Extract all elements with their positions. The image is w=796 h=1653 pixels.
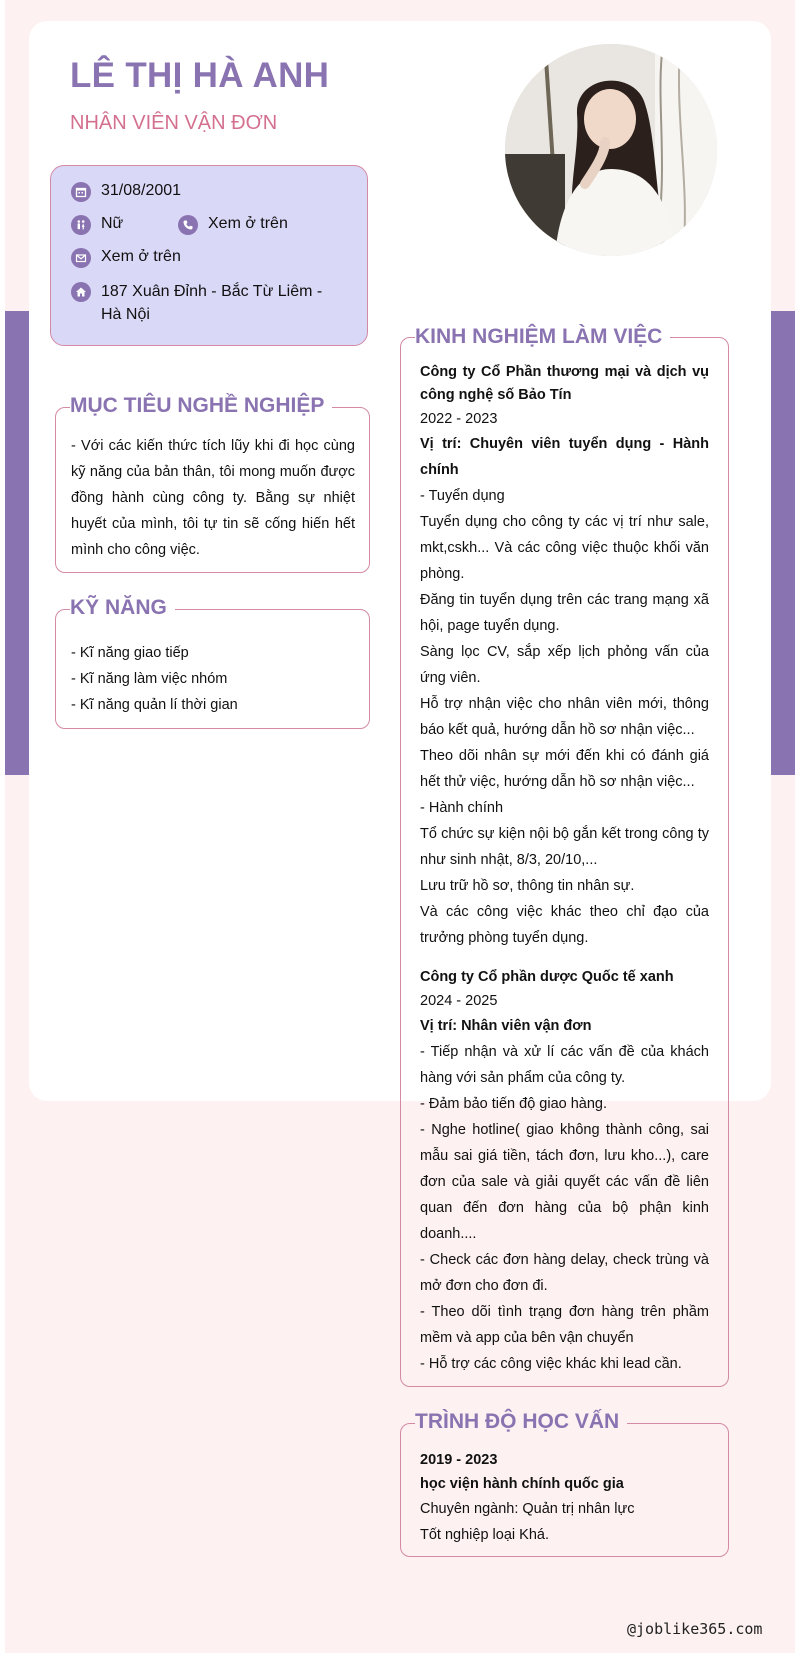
skill-item: - Kĩ năng giao tiếp — [71, 645, 189, 661]
home-icon — [71, 282, 91, 302]
contact-gender — [71, 215, 123, 235]
job-line: - Nghe hotline( giao không thành công, sai mẫu sai giá tiền, tách đơn, lưu kho...), care đơn của sale và giải quyết các vấn đề liên quan đến đơn hàng của bộ phận kinh doanh.... — [420, 1122, 709, 1242]
job-line: - Tuyển dụng — [420, 488, 505, 504]
job-line: - Check các đơn hàng delay, check trùng và mở đơn cho đơn đi. — [420, 1252, 709, 1294]
job-period: 2024 - 2025 — [420, 993, 498, 1009]
skill-item: - Kĩ năng quản lí thời gian — [71, 697, 238, 713]
gender-value: Nữ — [101, 215, 124, 232]
job-line: Và các công việc khác theo chỉ đạo của trưởng phòng tuyển dụng. — [420, 904, 709, 946]
job-period: 2022 - 2023 — [420, 411, 498, 427]
job-line: - Hỗ trợ các công việc khác khi lead cần. — [420, 1356, 682, 1372]
education-school: học viện hành chính quốc gia — [420, 1476, 624, 1492]
education-grade: Tốt nghiệp loại Khá. — [420, 1527, 549, 1543]
contact-phone — [178, 215, 288, 235]
skills-list — [71, 640, 355, 718]
contact-birthday — [71, 182, 181, 202]
job-line: - Hành chính — [420, 800, 504, 816]
job-line: Tuyển dụng cho công ty các vị trí như sale, mkt,cskh... Và các công việc thuộc khối văn phòng. — [420, 514, 709, 582]
objective-title: MỤC TIÊU NGHỀ NGHIỆP — [70, 393, 332, 419]
candidate-job-title: NHÂN VIÊN VẬN ĐƠN — [70, 112, 278, 134]
job-line: Đăng tin tuyển dụng trên các trang mạng xã hội, page tuyển dụng. — [420, 592, 709, 634]
education-major: Chuyên ngành: Quản trị nhân lực — [420, 1501, 635, 1517]
birthday-value: 31/08/2001 — [101, 182, 182, 199]
footer-watermark: @joblike365.com — [627, 1620, 763, 1638]
experience-job-2 — [420, 965, 709, 1377]
email-value: Xem ở trên — [101, 248, 181, 265]
mail-icon — [71, 248, 91, 268]
phone-icon — [178, 215, 198, 235]
address-value: 187 Xuân Đỉnh - Bắc Từ Liêm - Hà Nội — [101, 283, 323, 323]
job-line: Tổ chức sự kiện nội bộ gắn kết trong công ty như sinh nhật, 8/3, 20/10,... — [420, 826, 709, 868]
job-position: Vị trí: Chuyên viên tuyển dụng - Hành chính — [420, 436, 709, 478]
candidate-name: LÊ THỊ HÀ ANH — [70, 56, 330, 95]
right-side-band — [771, 311, 795, 775]
skills-title: KỸ NĂNG — [70, 595, 175, 621]
experience-title: KINH NGHIỆM LÀM VIỆC — [415, 324, 670, 350]
skill-item: - Kĩ năng làm việc nhóm — [71, 671, 228, 687]
education-title: TRÌNH ĐỘ HỌC VẤN — [415, 1409, 627, 1435]
avatar-photo — [505, 44, 717, 256]
contact-address — [71, 282, 346, 326]
job-line: - Đảm bảo tiến độ giao hàng. — [420, 1096, 608, 1112]
experience-job-1 — [420, 361, 709, 951]
job-line: - Tiếp nhận và xử lí các vấn đề của khách hàng với sản phẩm của công ty. — [420, 1044, 709, 1086]
job-line: Theo dõi nhân sự mới đến khi có đánh giá hết thử việc, hướng dẫn hồ sơ nhận việc... — [420, 748, 709, 790]
education-period: 2019 - 2023 — [420, 1452, 498, 1468]
left-side-band — [5, 311, 29, 775]
job-company: Công ty Cổ phần dược Quốc tế xanh — [420, 969, 674, 985]
job-position: Vị trí: Nhân viên vận đơn — [420, 1018, 592, 1034]
education-details — [420, 1448, 709, 1548]
phone-value: Xem ở trên — [208, 215, 288, 232]
job-company: Công ty Cổ Phần thương mại và dịch vụ công nghệ số Bảo Tín — [420, 364, 709, 403]
job-line: Lưu trữ hồ sơ, thông tin nhân sự. — [420, 878, 635, 894]
job-line: Hỗ trợ nhận việc cho nhân viên mới, thông báo kết quả, hướng dẫn hồ sơ nhận việc... — [420, 696, 709, 738]
gender-icon — [71, 215, 91, 235]
contact-email — [71, 248, 181, 268]
objective-text: - Với các kiến thức tích lũy khi đi học cùng kỹ năng của bản thân, tôi mong muốn được đồng hành cùng công ty. Bằng sự nhiệt huyết của mình, tôi tự tin sẽ cống hiến hết mình cho công việc. — [71, 438, 355, 558]
job-line: - Theo dõi tình trạng đơn hàng trên phầm mềm và app của bên vận chuyển — [420, 1304, 709, 1346]
job-line: Sàng lọc CV, sắp xếp lịch phỏng vấn của ứng viên. — [420, 644, 709, 686]
calendar-icon — [71, 182, 91, 202]
